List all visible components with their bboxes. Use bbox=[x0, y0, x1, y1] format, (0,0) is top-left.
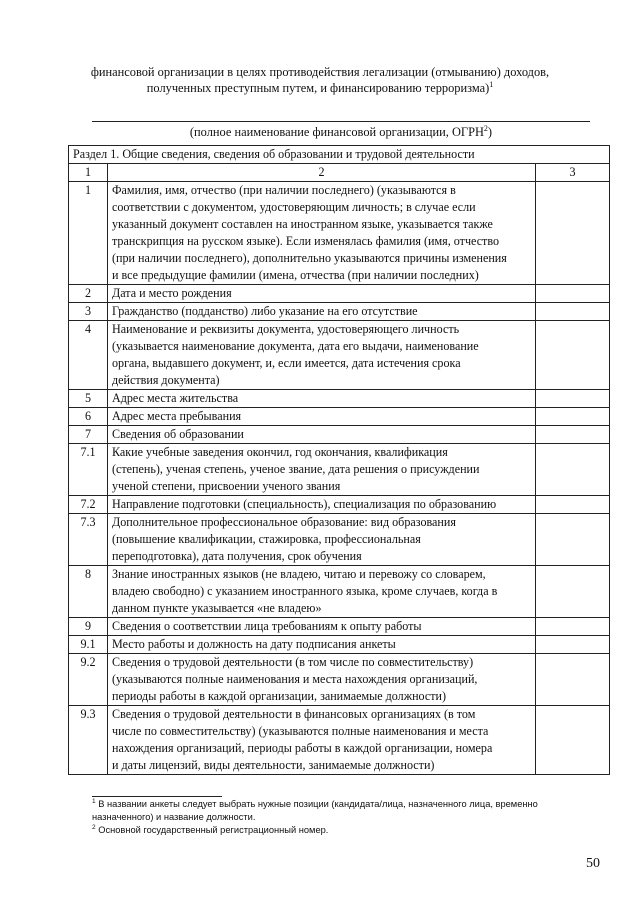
description-line: числе по совместительству) (указываются полные наименования и места bbox=[112, 724, 489, 738]
item-description bbox=[108, 426, 536, 444]
item-number: 7.3 bbox=[69, 514, 108, 566]
table-row bbox=[69, 654, 610, 706]
organization-name-blank-line bbox=[92, 121, 590, 122]
item-value-cell[interactable] bbox=[536, 182, 610, 285]
description-line: соответствии с документом, удостоверяющим личность; в случае если bbox=[112, 200, 476, 214]
item-value-cell[interactable] bbox=[536, 618, 610, 636]
item-number: 4 bbox=[69, 321, 108, 390]
caption-text: (полное наименование финансовой организации, ОГРН bbox=[189, 125, 484, 139]
item-description bbox=[108, 496, 536, 514]
description-line: владею свободно) с указанием иностранного языка, кроме случаев, когда в bbox=[112, 584, 498, 598]
item-value-cell[interactable] bbox=[536, 514, 610, 566]
description-line: Направление подготовки (специальность), специализация по образованию bbox=[112, 497, 497, 511]
item-description bbox=[108, 636, 536, 654]
description-line: и даты лицензий, виды деятельности, занимаемые должности) bbox=[112, 758, 435, 772]
description-line: (при наличии последнего), дополнительно указываются причины изменения bbox=[112, 251, 507, 265]
description-line: Какие учебные заведения окончил, год окончания, квалификация bbox=[112, 445, 448, 459]
item-number: 2 bbox=[69, 285, 108, 303]
description-line: (повышение квалификации, стажировка, профессиональная bbox=[112, 532, 421, 546]
item-number: 7.2 bbox=[69, 496, 108, 514]
footnote-mark: 1 bbox=[92, 797, 96, 805]
footnote-line bbox=[92, 811, 592, 824]
item-value-cell[interactable] bbox=[536, 444, 610, 496]
table-row bbox=[69, 285, 610, 303]
column-number-1: 1 bbox=[69, 164, 108, 182]
description-line: нахождения организаций, периоды работы в каждой организации, номера bbox=[112, 741, 493, 755]
description-line: указанный документ составлен на иностранном языке, указывается также bbox=[112, 217, 493, 231]
description-line: и все предыдущие фамилии (имена, отчества (при наличии последних) bbox=[112, 268, 479, 282]
item-description bbox=[108, 566, 536, 618]
section-header-row bbox=[69, 146, 610, 164]
description-line: периоды работы в каждой организации, занимаемые должности) bbox=[112, 689, 447, 703]
item-value-cell[interactable] bbox=[536, 390, 610, 408]
column-number-2: 2 bbox=[108, 164, 536, 182]
description-line: Гражданство (подданство) либо указание на его отсутствие bbox=[112, 304, 418, 318]
item-description bbox=[108, 182, 536, 285]
item-number: 5 bbox=[69, 390, 108, 408]
item-value-cell[interactable] bbox=[536, 566, 610, 618]
description-line: Наименование и реквизиты документа, удостоверяющего личность bbox=[112, 322, 460, 336]
column-number-3: 3 bbox=[536, 164, 610, 182]
description-line: Знание иностранных языков (не владею, читаю и перевожу со словарем, bbox=[112, 567, 486, 581]
item-number: 9.3 bbox=[69, 706, 108, 775]
item-value-cell[interactable] bbox=[536, 496, 610, 514]
item-number: 8 bbox=[69, 566, 108, 618]
description-line: органа, выдавшего документ, и, если имеется, дата истечения срока bbox=[112, 356, 461, 370]
item-number: 1 bbox=[69, 182, 108, 285]
footnote-text: назначенного) и название должности. bbox=[92, 812, 256, 822]
description-line: Сведения о трудовой деятельности в финансовых организациях (в том bbox=[112, 707, 476, 721]
item-description bbox=[108, 285, 536, 303]
description-line: Сведения о соответствии лица требованиям к опыту работы bbox=[112, 619, 422, 633]
description-line: Адрес места пребывания bbox=[112, 409, 242, 423]
table-row bbox=[69, 618, 610, 636]
item-value-cell[interactable] bbox=[536, 303, 610, 321]
item-description bbox=[108, 444, 536, 496]
description-line: переподготовка), дата получения, срок обучения bbox=[112, 549, 362, 563]
questionnaire-table bbox=[68, 145, 610, 775]
item-number: 9 bbox=[69, 618, 108, 636]
section-title: Раздел 1. Общие сведения, сведения об образовании и трудовой деятельности bbox=[69, 146, 610, 164]
footnote-text: В названии анкеты следует выбрать нужные позиции (кандидата/лица, назначенного лица, временно bbox=[95, 799, 538, 809]
footnote-ref-1: 1 bbox=[489, 79, 494, 89]
item-description bbox=[108, 390, 536, 408]
description-line: Дополнительное профессиональное образование: вид образования bbox=[112, 515, 456, 529]
item-number: 7.1 bbox=[69, 444, 108, 496]
description-line: Адрес места жительства bbox=[112, 391, 239, 405]
item-value-cell[interactable] bbox=[536, 636, 610, 654]
caption-close: ) bbox=[487, 125, 493, 139]
footnotes bbox=[92, 798, 592, 837]
item-value-cell[interactable] bbox=[536, 654, 610, 706]
footnote-text: Основной государственный регистрационный номер. bbox=[95, 825, 329, 835]
footnote-ref-2: 2 bbox=[483, 123, 488, 133]
item-description bbox=[108, 618, 536, 636]
form-heading bbox=[80, 64, 560, 96]
footnote-mark: 2 bbox=[92, 823, 96, 831]
item-value-cell[interactable] bbox=[536, 285, 610, 303]
table-row bbox=[69, 390, 610, 408]
heading-line-2 bbox=[80, 80, 560, 96]
table-row bbox=[69, 408, 610, 426]
description-line: (указываются полные наименования и места нахождения организаций, bbox=[112, 672, 478, 686]
table-row bbox=[69, 514, 610, 566]
table-row bbox=[69, 496, 610, 514]
item-description bbox=[108, 706, 536, 775]
item-description bbox=[108, 654, 536, 706]
table-row bbox=[69, 636, 610, 654]
description-line: действия документа) bbox=[112, 373, 220, 387]
table-row bbox=[69, 706, 610, 775]
page-number: 50 bbox=[586, 856, 600, 871]
description-line: (степень), ученая степень, ученое звание, дата решения о присуждении bbox=[112, 462, 480, 476]
item-value-cell[interactable] bbox=[536, 426, 610, 444]
table-row bbox=[69, 426, 610, 444]
item-number: 6 bbox=[69, 408, 108, 426]
organization-name-caption bbox=[92, 125, 590, 140]
item-number: 9.2 bbox=[69, 654, 108, 706]
footnote-divider bbox=[92, 796, 222, 797]
item-value-cell[interactable] bbox=[536, 321, 610, 390]
table-row bbox=[69, 321, 610, 390]
description-line: Сведения о трудовой деятельности (в том числе по совместительству) bbox=[112, 655, 474, 669]
heading-line-2-text: полученных преступным путем, и финансированию терроризма) bbox=[146, 81, 490, 95]
item-number: 3 bbox=[69, 303, 108, 321]
item-number: 9.1 bbox=[69, 636, 108, 654]
table-row bbox=[69, 444, 610, 496]
item-description bbox=[108, 408, 536, 426]
item-description bbox=[108, 514, 536, 566]
description-line: Фамилия, имя, отчество (при наличии последнего) (указываются в bbox=[112, 183, 456, 197]
description-line: Сведения об образовании bbox=[112, 427, 244, 441]
item-number: 7 bbox=[69, 426, 108, 444]
heading-line-1: финансовой организации в целях противодействия легализации (отмыванию) доходов, bbox=[90, 65, 550, 79]
description-line: Место работы и должность на дату подписания анкеты bbox=[112, 637, 396, 651]
description-line: транскрипция на русском языке). Если изменялась фамилия (имя, отчество bbox=[112, 234, 500, 248]
footnote-line bbox=[92, 798, 592, 811]
description-line: (указывается наименование документа, дата его выдачи, наименование bbox=[112, 339, 479, 353]
footnote-line bbox=[92, 824, 592, 837]
description-line: Дата и место рождения bbox=[112, 286, 232, 300]
item-value-cell[interactable] bbox=[536, 408, 610, 426]
item-description bbox=[108, 303, 536, 321]
table-row bbox=[69, 566, 610, 618]
item-description bbox=[108, 321, 536, 390]
column-numbers-row bbox=[69, 164, 610, 182]
item-value-cell[interactable] bbox=[536, 706, 610, 775]
table-row bbox=[69, 182, 610, 285]
table-row bbox=[69, 303, 610, 321]
description-line: данном пункте указывается «не владею» bbox=[112, 601, 322, 615]
description-line: ученой степени, присвоении ученого звания bbox=[112, 479, 341, 493]
